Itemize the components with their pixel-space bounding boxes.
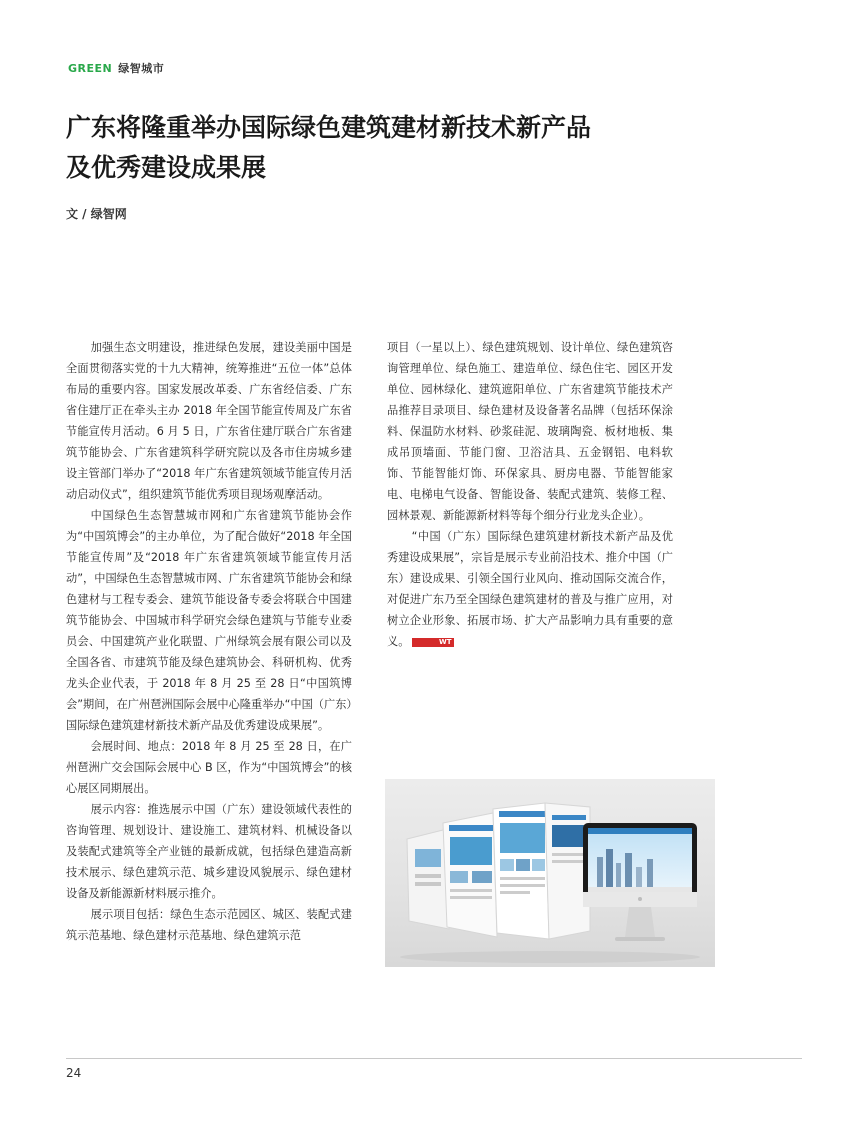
body-column-right <box>387 337 673 652</box>
body-paragraph-final <box>387 526 673 652</box>
body-column-left <box>66 337 352 946</box>
article-title-line-2: 及优秀建设成果展 <box>66 153 267 182</box>
body-paragraph-text: “中国（广东）国际绿色建筑建材新技术新产品及优秀建设成果展”，宗旨是展示专业前沿技术、推介中国（广东）建设成果、引领全国行业风向、推动国际交流合作，对促进广东乃至全国绿色建筑建材的普及与推广应用，对树立企业形象、拓展市场、扩大产品影响力具有重要的意义。 <box>387 530 673 648</box>
section-tag-en: GREEN <box>68 62 113 75</box>
page-number: 24 <box>66 1066 82 1080</box>
body-paragraph: 展示内容：推选展示中国（广东）建设领域代表性的咨询管理、规划设计、建设施工、建筑材料、机械设备以及装配式建筑等全产业链的最新成就，包括绿色建造高新技术展示、绿色建筑示范、城乡建设风貌展示、绿色建材设备及新能源新材料展示推介。 <box>66 803 352 900</box>
byline: 文 / 绿智网 <box>66 207 127 221</box>
section-tag <box>68 60 164 76</box>
body-paragraph: 中国绿色生态智慧城市网和广东省建筑节能协会作为“中国筑博会”的主办单位，为了配合做好“2018 年全国节能宣传周”及“2018 年广东省建筑领域节能宣传月活动”，中国绿色生态智慧城市网、广东省建筑节能协会和绿色建材与工程专委会、建筑节能设备专委会将联合中国建筑节能协会、中国城市科学研究会绿色建筑与节能专业委员会、中国建筑产业化联盟、广州绿筑会展有限公司以及全国各省、市建筑节能及绿色建筑协会、科研机构、优秀龙头企业代表，于 2018 年 8 月 25 至 28 日“中国筑博会”期间，在广州琶洲国际会展中心隆重举办“中国（广东）国际绿色建筑建材新技术新产品及优秀建设成果展”。 <box>66 509 352 732</box>
footer-rule <box>66 1058 802 1059</box>
body-paragraph: 项目（一星以上）、绿色建筑规划、设计单位、绿色建筑咨询管理单位、绿色施工、建造单位、绿色住宅、园区开发单位、园林绿化、建筑遮阳单位、广东省建筑节能技术产品推荐目录项目、绿色建材及设备著名品牌（包括环保涂料、保温防水材料、砂浆硅泥、玻璃陶瓷、板材地板、集成吊顶墙面、节能门窗、卫浴洁具、五金钢铝、电料软饰、节能智能灯饰、环保家具、厨房电器、节能智能家电、电梯电气设备、智能设备、装配式建筑、装修工程、园林景观、新能源新材料等每个细分行业龙头企业）。 <box>387 341 673 522</box>
article-title <box>66 108 786 188</box>
end-mark: WT <box>412 638 453 647</box>
website-mockup-image <box>385 779 715 967</box>
body-paragraph: 会展时间、地点：2018 年 8 月 25 至 28 日，在广州琶洲广交会国际会展中心 B 区，作为“中国筑博会”的核心展区同期展出。 <box>66 740 352 795</box>
body-paragraph: 加强生态文明建设，推进绿色发展，建设美丽中国是全面贯彻落实党的十九大精神，统筹推进“五位一体”总体布局的重要内容。国家发展改革委、广东省经信委、广东省住建厅正在牵头主办 2018 年全国节能宣传周及广东省节能宣传月活动。6 月 5 日，广东省住建厅联合广东省建筑节能协会、广东省建筑科学研究院以及各市住房城乡建设主管部门举办了“2018 年广东省建筑领域节能宣传月活动启动仪式”，组织建筑节能优秀项目现场观摩活动。 <box>66 341 352 501</box>
body-paragraph: 展示项目包括：绿色生态示范园区、城区、装配式建筑示范基地、绿色建材示范基地、绿色建筑示范 <box>66 908 352 942</box>
section-tag-cn: 绿智城市 <box>118 62 165 75</box>
article-title-line-1: 广东将隆重举办国际绿色建筑建材新技术新产品 <box>66 113 592 142</box>
